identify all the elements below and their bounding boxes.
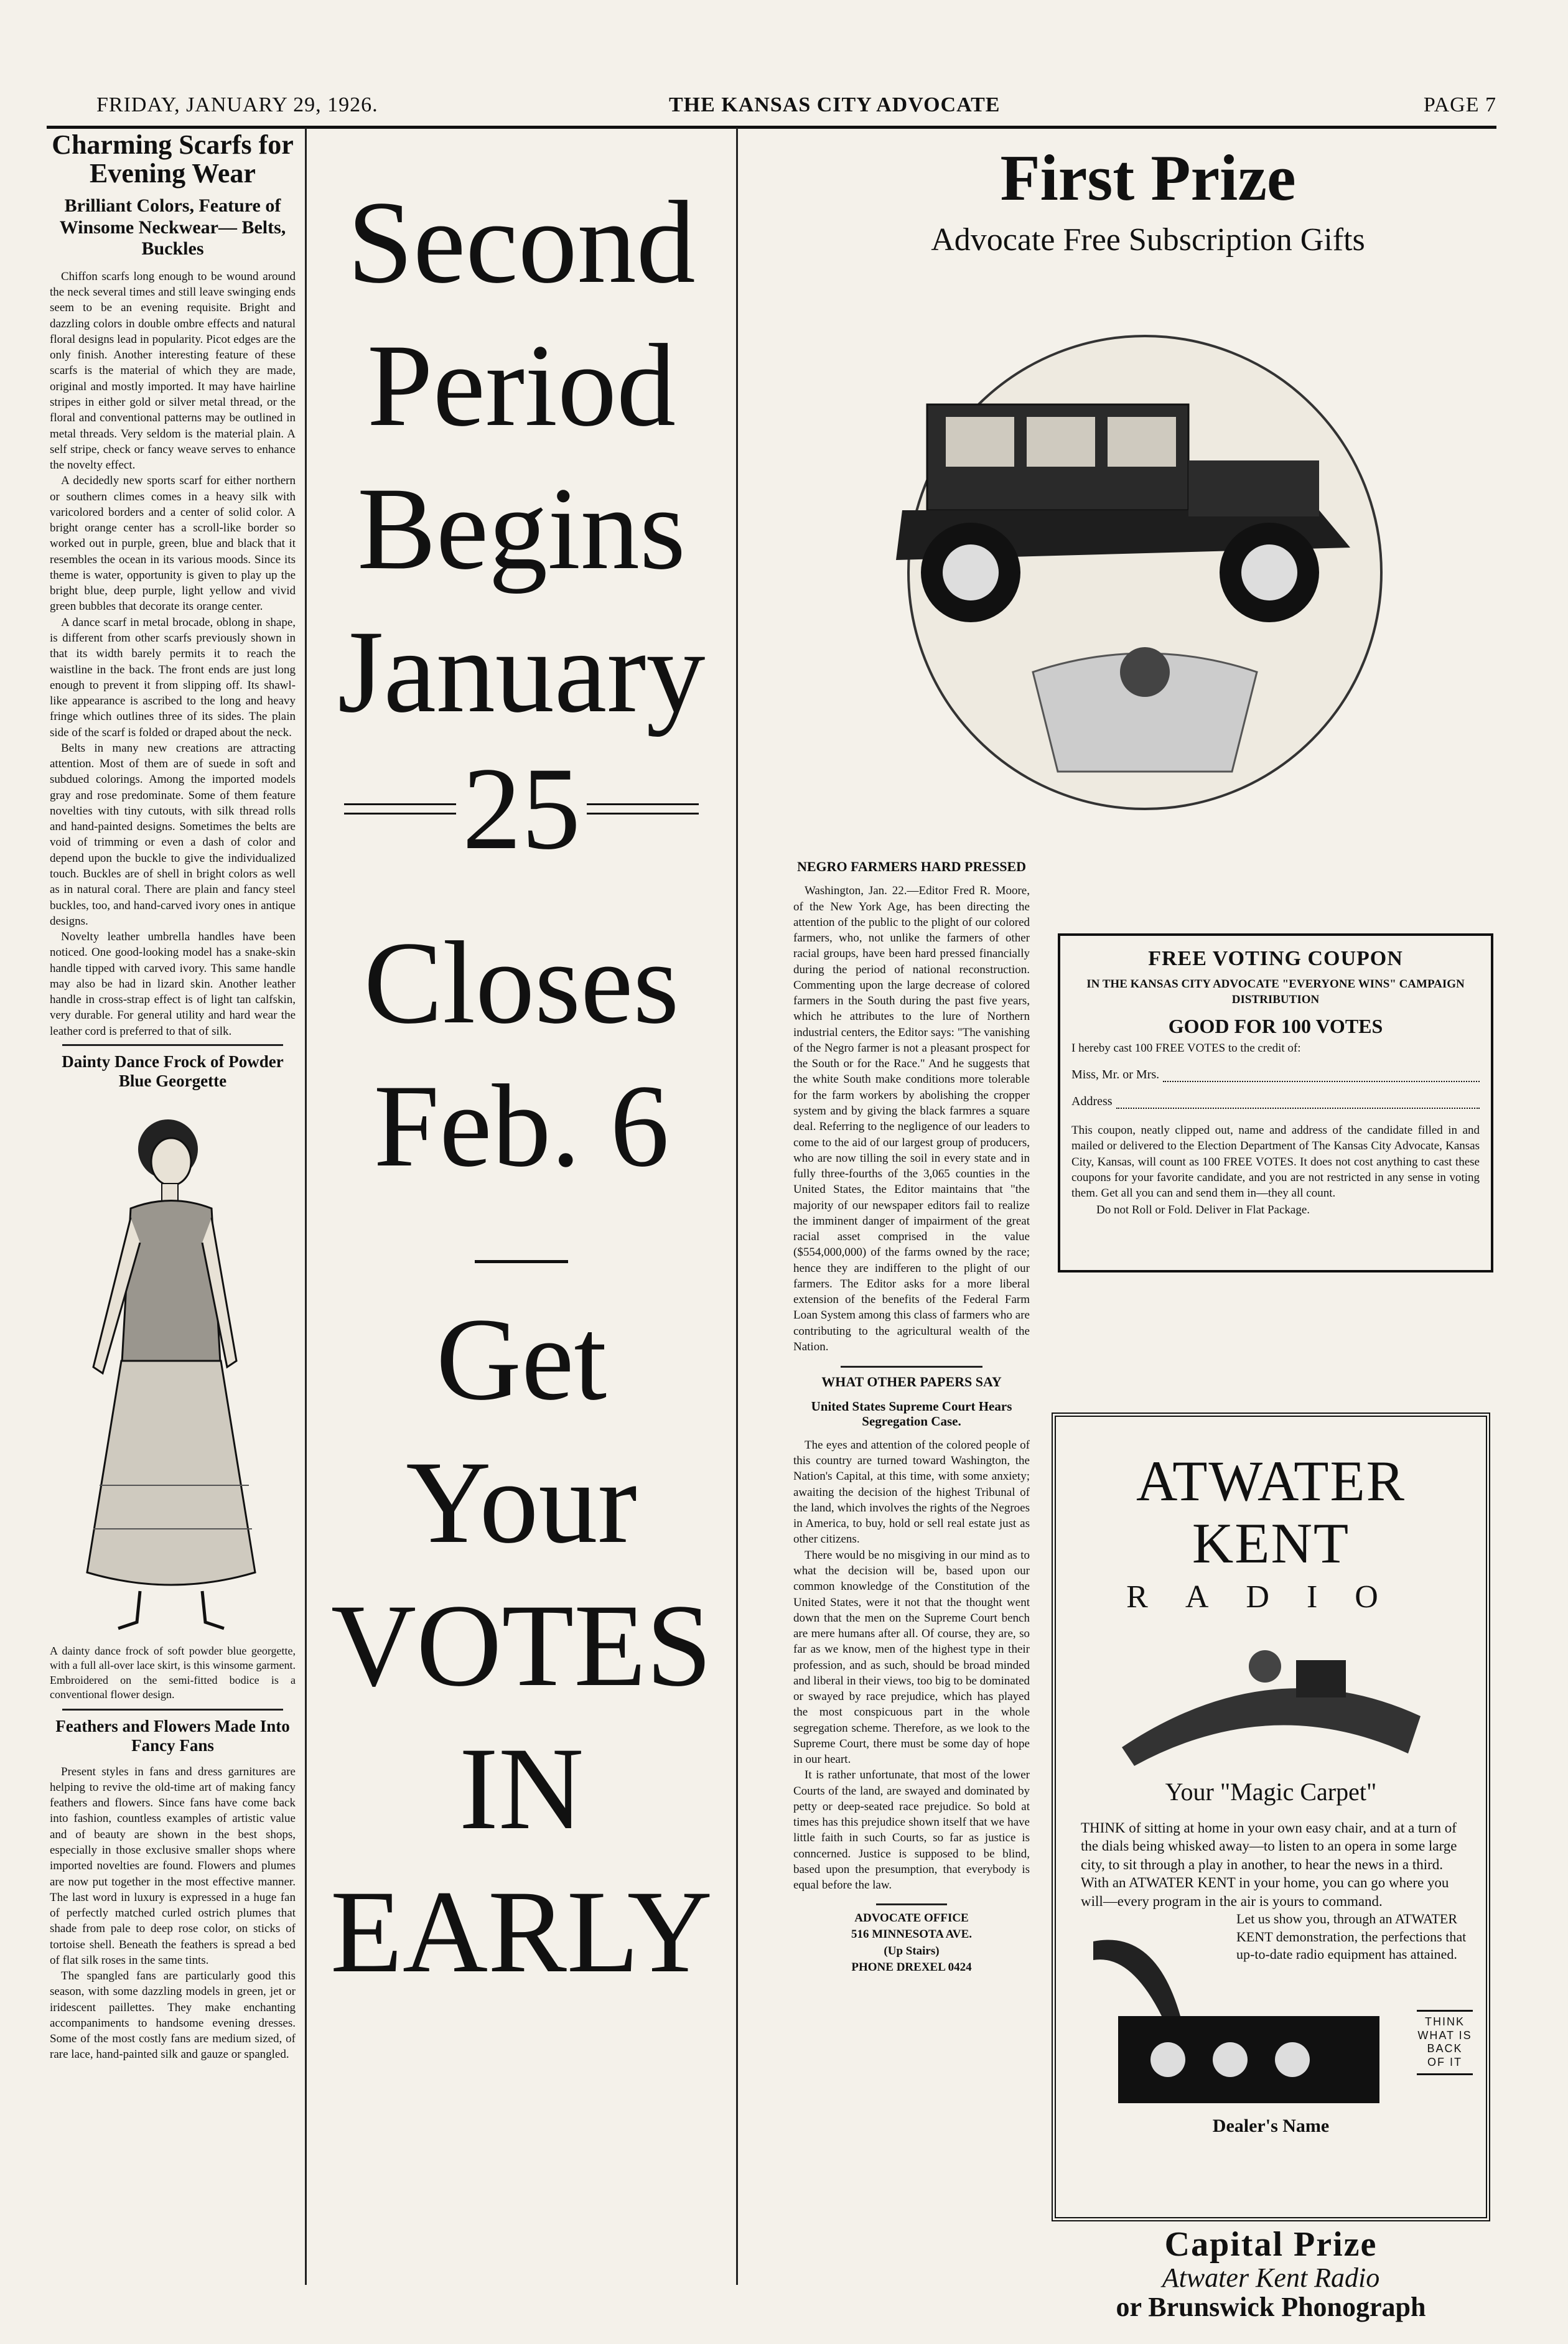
scarfs-paragraph: A decidedly new sports scarf for either northern or southern climes comes in a heavy silk with varicolored borders and a center of solid color. A bright orange center has a scroll-like border so worked out in purple, green, blue and black that it resembles the ocean in its various moods. Since its theme is water, opportunity is given to play up the bright blue, deep purple, light yellow and vivid green bubbles that decorate its orange center. xyxy=(50,474,296,614)
prize-header xyxy=(790,140,1506,258)
coupon-address-line[interactable] xyxy=(1071,1095,1480,1109)
address-label: Address xyxy=(1071,1095,1113,1109)
coupon-footer: Do not Roll or Fold. Deliver in Flat Package. xyxy=(1096,1203,1310,1216)
news-column xyxy=(793,852,1030,2285)
frock-caption: A dainty dance frock of soft powder blue georgette, with a full all-over lace skirt, is this winsome garment. Embroidered on the semi-fitted bodice is a conventional flower design. xyxy=(50,1644,296,1701)
office-line: ADVOCATE OFFICE xyxy=(854,1911,969,1925)
masthead-paper-name: THE KANSAS CITY ADVOCATE xyxy=(669,93,1001,116)
fans-headline: Feathers and Flowers Made Into Fancy Fans xyxy=(55,1716,290,1755)
name-label: Miss, Mr. or Mrs. xyxy=(1071,1068,1160,1082)
office-line: 516 MINNESOTA AVE. xyxy=(851,1928,973,1941)
capital-prize-title: Capital Prize xyxy=(1164,2225,1378,2264)
fashion-column xyxy=(50,128,296,2285)
banner-line: Begins xyxy=(357,464,686,594)
office-line: PHONE DREXEL 0424 xyxy=(851,1961,972,1974)
ad-copy2: Let us show you, through an ATWATER KENT demonstration, the perfections that up-to-date radio equipment has attained. xyxy=(1236,1911,1467,1963)
scarfs-subhead: Brilliant Colors, Feature of Winsome Neckwear— Belts, Buckles xyxy=(59,195,286,259)
capital-prize xyxy=(1052,2225,1490,2323)
ad-brand-line2: KENT xyxy=(1192,1511,1350,1575)
magic-carpet-illustration xyxy=(1097,1623,1445,1772)
prize-title: First Prize xyxy=(1000,141,1296,214)
banner-line: Second xyxy=(347,177,696,308)
scarfs-paragraph: Belts in many new creations are attracting attention. Most of them are of suede in soft and subdued colorings. Among the imported models gray and rose predominate. Some of them feature novelties with tiny cutouts, with silk thread rolls and hand-painted designs. Sometimes the belts are void of trimming or even a dash of color and depend upon the buckle to give the individualized touch. Buckles are of shell in bright colors as well as in natural coral. There are plain and fancy steel buckles, too, and hand-carved ivory ones in antique designs. xyxy=(50,741,296,928)
coupon-subtitle: IN THE KANSAS CITY ADVOCATE "EVERYONE WINS" CAMPAIGN DISTRIBUTION xyxy=(1086,978,1465,1006)
coupon-name-line[interactable] xyxy=(1071,1068,1480,1082)
scarfs-paragraph: Chiffon scarfs long enough to be wound around the neck several times and still leave swinging ends seem to be an evening requisite. Bright and dazzling colors in double ombre effects and natural floral designs lead in popularity. Picot edges are the only finish. Another interesting feature of these scarfs is the material of which they are made, original and mostly imported. It may have hairline stripes in either gold or silver metal thread, or the floral and conventional patterns may be outlined in metal threads. Very seldom is the material plain. A self stripe, check or fancy weave serves to enhance the novelty effect. xyxy=(50,269,296,472)
coupon-votes: GOOD FOR 100 VOTES xyxy=(1168,1015,1383,1038)
scarfs-headline: Charming Scarfs for Evening Wear xyxy=(52,129,294,189)
dealer-name: Dealer's Name xyxy=(1212,2116,1330,2137)
banner-day: 25 xyxy=(462,744,581,874)
ad-brand-radio: RADIO xyxy=(1126,1579,1416,1615)
banner-line: Get xyxy=(436,1294,607,1425)
ad-tagline: Your "Magic Carpet" xyxy=(1165,1778,1377,1806)
voting-coupon xyxy=(1058,933,1493,1272)
capital-prize-alt: or Brunswick Phonograph xyxy=(1116,2292,1426,2322)
coupon-note: This coupon, neatly clipped out, name and address of the candidate filled in and mailed or delivered to the Election Department of The Kansas City Advocate, Kansas City, Kansas, will count as 100 FREE VOTES. It does not cost anything to cast these coupons for your favorite candidate, and you are not restricted in any sense in voting them. Get all you can and send them in—they all count. xyxy=(1071,1124,1480,1200)
atwater-kent-ad xyxy=(1052,1412,1490,2221)
banner-line: Period xyxy=(366,320,676,451)
prize-car-illustration xyxy=(846,324,1444,821)
banner-line: VOTES xyxy=(330,1581,712,1711)
banner-line: Feb. 6 xyxy=(373,1061,670,1192)
court-paragraph: There would be no misgiving in our mind as to what the decision will be, based upon our common knowledge of the Constitution of the United States, were it not that the thought went down that the men on the Supreme Court bench are mere humans after all. Of course, they are, so far as we know, men of the highest type in their profession, and as such, should be broad minded and liberal in their views, too big to be dominated or swayed by race prejudice, which has played the most conspicuous part in the whole segregation scheme. Therefore, as we look to the Supreme Court, there must be some day of hope in our heart. xyxy=(793,1548,1030,1767)
farmers-headline: NEGRO FARMERS HARD PRESSED xyxy=(796,859,1027,874)
banner-line: January xyxy=(337,607,706,737)
ad-brand-line1: ATWATER xyxy=(1136,1449,1406,1513)
court-headline: United States Supreme Court Hears Segregation Case. xyxy=(811,1398,1012,1429)
fans-paragraph: Present styles in fans and dress garnitures are helping to revive the old-time art of making fancy feathers and flowers. Since fans have come back into fashion, countless examples of artistic value and of beauty are shown in the best shops, especially in those exclusive smaller shops where imported novelties are found. Flowers and plumes are now put together in the most effective manner. The last word in luxury is expressed in a huge fan of perfectly matched curled ostrich plumes that shade from pale to deep rose color, on sticks of tortoise shell. Beneath the feathers is spread a bed of flat silk roses in the same tints. xyxy=(50,1765,296,1967)
banner-line: IN xyxy=(459,1724,584,1854)
office-line: (Up Stairs) xyxy=(884,1944,940,1958)
coupon-title: FREE VOTING COUPON xyxy=(1148,947,1403,970)
fans-paragraph: The spangled fans are particularly good this season, with some dazzling models in green, jet or iridescent paillettes. They make enchanting accompaniments to handsome evening dresses. Some of the most costly fans are medium sized, of rare lace, hand-painted silk and gauze or spangled. xyxy=(50,1969,296,2062)
advocate-office xyxy=(793,1910,1030,1976)
banner-line: Closes xyxy=(363,918,679,1048)
think-badge: THINK WHAT IS BACK OF IT xyxy=(1417,2010,1473,2075)
votes-banner xyxy=(305,128,738,2285)
scarfs-paragraph: Novelty leather umbrella handles have been noticed. One good-looking model has a snake-skin handle tipped with carved ivory. This same handle may also be had in lizard skin. Another leather handle in cross-strap effect is of light tan calfskin, very durable. For general utility and hard wear the leather cord is preferred to that of silk. xyxy=(50,930,296,1038)
masthead-date: FRIDAY, JANUARY 29, 1926. xyxy=(96,93,378,116)
banner-line: EARLY xyxy=(330,1867,713,1997)
farmers-body: Washington, Jan. 22.—Editor Fred R. Moore, of the New York Age, has been directing the attention of the public to the plight of our colored farmers, who, not unlike the farmers of other racial groups, have been hard pressed financially during the period of national reconstruction. Commenting upon the large decrease of colored farmers in the South during the past five years, which he attributes to the lure of Northern industrial centers, the Editor says: "The vanishing of the Negro farmer is not a pleasant prospect for the South or for the Race." And he suggests that the white South make conditions more tolerable for the farm workers by abolishing the cropper system and by giving the black farmres a square deal. Referring to the negligence of our leaders to come to the aid of our largest group of producers, who are now tilling the soil in every state and in fully three-fourths of the 3,065 counties in the United States, the Editor maintains that "the majority of our newspaper editors fail to realize the imminent danger of impairment of the great racial asset comprised in the value ($554,000,000) of the farms owned by the race; hence they are indifferen to the plight of our farmers. The Editor asks for a more liberal extension of the benefits of the Federal Farm Loan System among this class of farmers who are contributing to the agricultural wealth of the Nation. xyxy=(793,884,1030,1353)
masthead xyxy=(47,93,1496,129)
masthead-page-number: PAGE 7 xyxy=(1423,93,1496,116)
ad-copy: THINK of sitting at home in your own easy chair, and at a turn of the dials being whisked away—to listen to an opera in some large city, to sit through a play in another, to hear the news in a third. With an ATWATER KENT in your home, you can go where you will—every program in the air is yours to command. xyxy=(1081,1820,1457,1909)
court-paragraph: The eyes and attention of the colored people of this country are turned toward Washington, the Nation's Capital, at this time, with some anxiety; awaiting the decision of the highest Tribunal of the land, which involves the rights of the Negroes in America, to buy, hold or sell real estate just as other citizens. xyxy=(793,1438,1030,1546)
papers-headline: WHAT OTHER PAPERS SAY xyxy=(821,1374,1002,1390)
scarfs-paragraph: A dance scarf in metal brocade, oblong in shape, is different from other scarfs previously shown in that its width barely permits it to reach the waistline in the back. The front ends are just long enough to prevent it from slipping off. Its shawl-like appearance is ascribed to the long and heavy fringe which outlines three of its sides. The plain side of the scarf is folded or draped about the neck. xyxy=(50,615,296,739)
frock-headline: Dainty Dance Frock of Powder Blue Georgette xyxy=(62,1052,284,1090)
dance-frock-illustration xyxy=(50,1100,292,1635)
capital-prize-item: Atwater Kent Radio xyxy=(1162,2262,1380,2293)
coupon-intro: I hereby cast 100 FREE VOTES to the credit of: xyxy=(1071,1042,1301,1055)
prize-subtitle: Advocate Free Subscription Gifts xyxy=(931,222,1365,258)
banner-line: Your xyxy=(406,1437,637,1568)
court-paragraph: It is rather unfortunate, that most of the lower Courts of the land, are swayed and dominated by petty or deep-seated race prejudice. So bold at times has this prejudice shown itself that we have little faith in such Courts, so far as justice is conncerned. Justice is supposed to be blind, based upon the presumption, that everybody is equal before the law. xyxy=(793,1768,1030,1892)
